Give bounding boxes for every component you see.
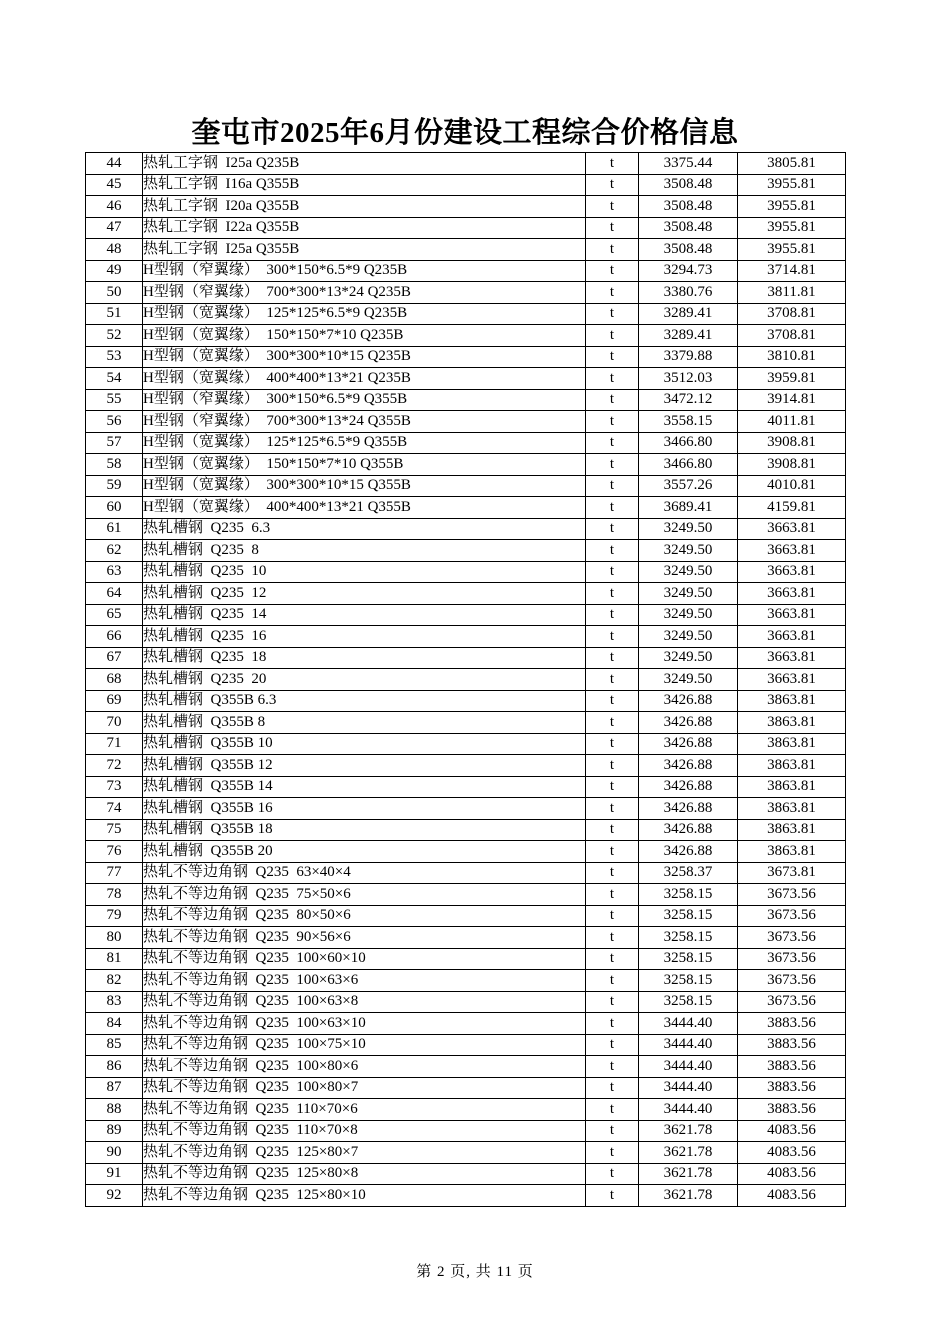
row-number-cell: 67 bbox=[86, 647, 143, 669]
unit-cell: t bbox=[586, 776, 639, 798]
unit-cell: t bbox=[586, 411, 639, 433]
price-2-cell: 4083.56 bbox=[738, 1142, 846, 1164]
price-1-cell: 3249.50 bbox=[639, 604, 738, 626]
table-row bbox=[86, 1185, 846, 1207]
price-1-cell: 3466.80 bbox=[639, 454, 738, 476]
row-number-cell: 90 bbox=[86, 1142, 143, 1164]
price-2-cell: 3955.81 bbox=[738, 239, 846, 261]
unit-cell: t bbox=[586, 497, 639, 519]
unit-cell: t bbox=[586, 862, 639, 884]
row-number-cell: 92 bbox=[86, 1185, 143, 1207]
unit-cell: t bbox=[586, 389, 639, 411]
unit-cell: t bbox=[586, 712, 639, 734]
unit-cell: t bbox=[586, 1142, 639, 1164]
price-2-cell: 3863.81 bbox=[738, 776, 846, 798]
unit-cell: t bbox=[586, 1099, 639, 1121]
unit-cell: t bbox=[586, 1034, 639, 1056]
table-row bbox=[86, 411, 846, 433]
material-name-cell: 热轧槽钢 Q355B 10 bbox=[143, 733, 586, 755]
table-row bbox=[86, 303, 846, 325]
price-2-cell: 3673.56 bbox=[738, 970, 846, 992]
price-2-cell: 3673.81 bbox=[738, 862, 846, 884]
table-row bbox=[86, 1077, 846, 1099]
table-row bbox=[86, 647, 846, 669]
material-name-cell: 热轧槽钢 Q355B 14 bbox=[143, 776, 586, 798]
material-name-cell: 热轧工字钢 I16a Q355B bbox=[143, 174, 586, 196]
material-name-cell: H型钢（窄翼缘） 300*150*6.5*9 Q355B bbox=[143, 389, 586, 411]
material-name-cell: 热轧工字钢 I25a Q355B bbox=[143, 239, 586, 261]
price-2-cell: 3708.81 bbox=[738, 303, 846, 325]
row-number-cell: 75 bbox=[86, 819, 143, 841]
price-1-cell: 3249.50 bbox=[639, 583, 738, 605]
unit-cell: t bbox=[586, 884, 639, 906]
table-row bbox=[86, 927, 846, 949]
table-row bbox=[86, 970, 846, 992]
material-name-cell: 热轧工字钢 I20a Q355B bbox=[143, 196, 586, 218]
unit-cell: t bbox=[586, 454, 639, 476]
material-name-cell: 热轧槽钢 Q235 18 bbox=[143, 647, 586, 669]
row-number-cell: 56 bbox=[86, 411, 143, 433]
page-title: 奎屯市2025年6月份建设工程综合价格信息 bbox=[191, 117, 739, 149]
row-number-cell: 71 bbox=[86, 733, 143, 755]
unit-cell: t bbox=[586, 196, 639, 218]
price-2-cell: 3663.81 bbox=[738, 561, 846, 583]
row-number-cell: 73 bbox=[86, 776, 143, 798]
row-number-cell: 64 bbox=[86, 583, 143, 605]
material-name-cell: 热轧工字钢 I22a Q355B bbox=[143, 217, 586, 239]
material-name-cell: 热轧槽钢 Q235 6.3 bbox=[143, 518, 586, 540]
price-2-cell: 4010.81 bbox=[738, 475, 846, 497]
unit-cell: t bbox=[586, 475, 639, 497]
price-2-cell: 4083.56 bbox=[738, 1120, 846, 1142]
row-number-cell: 86 bbox=[86, 1056, 143, 1078]
row-number-cell: 62 bbox=[86, 540, 143, 562]
price-2-cell: 3863.81 bbox=[738, 712, 846, 734]
table-row bbox=[86, 432, 846, 454]
material-name-cell: H型钢（窄翼缘） 300*150*6.5*9 Q235B bbox=[143, 260, 586, 282]
table-row bbox=[86, 1056, 846, 1078]
price-table-body bbox=[86, 153, 846, 1207]
price-2-cell: 3883.56 bbox=[738, 1056, 846, 1078]
price-2-cell: 3863.81 bbox=[738, 841, 846, 863]
material-name-cell: 热轧不等边角钢 Q235 125×80×10 bbox=[143, 1185, 586, 1207]
table-row bbox=[86, 669, 846, 691]
unit-cell: t bbox=[586, 647, 639, 669]
price-2-cell: 3811.81 bbox=[738, 282, 846, 304]
material-name-cell: 热轧槽钢 Q235 12 bbox=[143, 583, 586, 605]
table-row bbox=[86, 1099, 846, 1121]
price-1-cell: 3557.26 bbox=[639, 475, 738, 497]
price-1-cell: 3426.88 bbox=[639, 776, 738, 798]
material-name-cell: 热轧不等边角钢 Q235 100×63×10 bbox=[143, 1013, 586, 1035]
price-1-cell: 3258.15 bbox=[639, 884, 738, 906]
row-number-cell: 77 bbox=[86, 862, 143, 884]
price-2-cell: 3663.81 bbox=[738, 518, 846, 540]
price-1-cell: 3426.88 bbox=[639, 690, 738, 712]
unit-cell: t bbox=[586, 282, 639, 304]
price-1-cell: 3249.50 bbox=[639, 540, 738, 562]
row-number-cell: 60 bbox=[86, 497, 143, 519]
table-row bbox=[86, 518, 846, 540]
unit-cell: t bbox=[586, 1013, 639, 1035]
price-1-cell: 3380.76 bbox=[639, 282, 738, 304]
price-1-cell: 3512.03 bbox=[639, 368, 738, 390]
price-2-cell: 3663.81 bbox=[738, 583, 846, 605]
price-2-cell: 3663.81 bbox=[738, 647, 846, 669]
price-1-cell: 3508.48 bbox=[639, 196, 738, 218]
unit-cell: t bbox=[586, 217, 639, 239]
row-number-cell: 85 bbox=[86, 1034, 143, 1056]
price-1-cell: 3426.88 bbox=[639, 841, 738, 863]
material-name-cell: 热轧不等边角钢 Q235 110×70×6 bbox=[143, 1099, 586, 1121]
row-number-cell: 55 bbox=[86, 389, 143, 411]
table-row bbox=[86, 260, 846, 282]
material-name-cell: H型钢（宽翼缘） 300*300*10*15 Q355B bbox=[143, 475, 586, 497]
row-number-cell: 54 bbox=[86, 368, 143, 390]
table-row bbox=[86, 389, 846, 411]
price-2-cell: 3673.56 bbox=[738, 884, 846, 906]
row-number-cell: 81 bbox=[86, 948, 143, 970]
price-1-cell: 3289.41 bbox=[639, 325, 738, 347]
unit-cell: t bbox=[586, 690, 639, 712]
table-row bbox=[86, 196, 846, 218]
row-number-cell: 78 bbox=[86, 884, 143, 906]
material-name-cell: 热轧槽钢 Q235 14 bbox=[143, 604, 586, 626]
unit-cell: t bbox=[586, 1185, 639, 1207]
price-1-cell: 3426.88 bbox=[639, 755, 738, 777]
material-name-cell: 热轧槽钢 Q355B 12 bbox=[143, 755, 586, 777]
price-2-cell: 3708.81 bbox=[738, 325, 846, 347]
material-name-cell: 热轧不等边角钢 Q235 125×80×7 bbox=[143, 1142, 586, 1164]
price-1-cell: 3426.88 bbox=[639, 712, 738, 734]
unit-cell: t bbox=[586, 368, 639, 390]
material-name-cell: 热轧不等边角钢 Q235 63×40×4 bbox=[143, 862, 586, 884]
table-row bbox=[86, 733, 846, 755]
table-row bbox=[86, 1142, 846, 1164]
price-2-cell: 3955.81 bbox=[738, 196, 846, 218]
unit-cell: t bbox=[586, 432, 639, 454]
price-1-cell: 3621.78 bbox=[639, 1142, 738, 1164]
price-2-cell: 3863.81 bbox=[738, 755, 846, 777]
row-number-cell: 53 bbox=[86, 346, 143, 368]
row-number-cell: 66 bbox=[86, 626, 143, 648]
unit-cell: t bbox=[586, 798, 639, 820]
row-number-cell: 57 bbox=[86, 432, 143, 454]
price-2-cell: 3663.81 bbox=[738, 626, 846, 648]
row-number-cell: 83 bbox=[86, 991, 143, 1013]
table-row bbox=[86, 884, 846, 906]
material-name-cell: 热轧槽钢 Q235 8 bbox=[143, 540, 586, 562]
material-name-cell: 热轧不等边角钢 Q235 100×60×10 bbox=[143, 948, 586, 970]
price-2-cell: 3863.81 bbox=[738, 733, 846, 755]
row-number-cell: 44 bbox=[86, 153, 143, 175]
row-number-cell: 51 bbox=[86, 303, 143, 325]
row-number-cell: 68 bbox=[86, 669, 143, 691]
price-2-cell: 4083.56 bbox=[738, 1163, 846, 1185]
material-name-cell: 热轧不等边角钢 Q235 100×63×8 bbox=[143, 991, 586, 1013]
price-1-cell: 3444.40 bbox=[639, 1034, 738, 1056]
table-row bbox=[86, 1120, 846, 1142]
unit-cell: t bbox=[586, 905, 639, 927]
material-name-cell: 热轧槽钢 Q355B 6.3 bbox=[143, 690, 586, 712]
price-1-cell: 3621.78 bbox=[639, 1163, 738, 1185]
unit-cell: t bbox=[586, 927, 639, 949]
row-number-cell: 74 bbox=[86, 798, 143, 820]
price-2-cell: 3673.56 bbox=[738, 991, 846, 1013]
row-number-cell: 80 bbox=[86, 927, 143, 949]
price-1-cell: 3444.40 bbox=[639, 1056, 738, 1078]
price-2-cell: 3810.81 bbox=[738, 346, 846, 368]
material-name-cell: 热轧不等边角钢 Q235 100×80×7 bbox=[143, 1077, 586, 1099]
price-1-cell: 3444.40 bbox=[639, 1013, 738, 1035]
row-number-cell: 65 bbox=[86, 604, 143, 626]
material-name-cell: H型钢（窄翼缘） 700*300*13*24 Q235B bbox=[143, 282, 586, 304]
price-1-cell: 3621.78 bbox=[639, 1185, 738, 1207]
material-name-cell: 热轧不等边角钢 Q235 100×63×6 bbox=[143, 970, 586, 992]
material-name-cell: 热轧槽钢 Q355B 20 bbox=[143, 841, 586, 863]
unit-cell: t bbox=[586, 626, 639, 648]
price-2-cell: 3955.81 bbox=[738, 217, 846, 239]
price-1-cell: 3258.15 bbox=[639, 905, 738, 927]
unit-cell: t bbox=[586, 260, 639, 282]
unit-cell: t bbox=[586, 303, 639, 325]
price-2-cell: 3663.81 bbox=[738, 669, 846, 691]
price-2-cell: 3805.81 bbox=[738, 153, 846, 175]
row-number-cell: 63 bbox=[86, 561, 143, 583]
table-row bbox=[86, 1034, 846, 1056]
unit-cell: t bbox=[586, 991, 639, 1013]
table-row bbox=[86, 497, 846, 519]
table-row bbox=[86, 540, 846, 562]
price-1-cell: 3258.15 bbox=[639, 927, 738, 949]
row-number-cell: 84 bbox=[86, 1013, 143, 1035]
unit-cell: t bbox=[586, 604, 639, 626]
table-row bbox=[86, 690, 846, 712]
table-row bbox=[86, 1013, 846, 1035]
table-row bbox=[86, 991, 846, 1013]
unit-cell: t bbox=[586, 583, 639, 605]
material-name-cell: 热轧不等边角钢 Q235 100×80×6 bbox=[143, 1056, 586, 1078]
unit-cell: t bbox=[586, 153, 639, 175]
unit-cell: t bbox=[586, 970, 639, 992]
unit-cell: t bbox=[586, 1056, 639, 1078]
price-table bbox=[85, 152, 846, 1207]
price-1-cell: 3426.88 bbox=[639, 798, 738, 820]
material-name-cell: 热轧不等边角钢 Q235 75×50×6 bbox=[143, 884, 586, 906]
unit-cell: t bbox=[586, 561, 639, 583]
price-1-cell: 3258.15 bbox=[639, 991, 738, 1013]
price-2-cell: 3863.81 bbox=[738, 798, 846, 820]
price-1-cell: 3294.73 bbox=[639, 260, 738, 282]
table-row bbox=[86, 948, 846, 970]
price-2-cell: 3883.56 bbox=[738, 1099, 846, 1121]
table-row bbox=[86, 862, 846, 884]
table-row bbox=[86, 368, 846, 390]
unit-cell: t bbox=[586, 733, 639, 755]
unit-cell: t bbox=[586, 948, 639, 970]
table-row bbox=[86, 217, 846, 239]
price-1-cell: 3466.80 bbox=[639, 432, 738, 454]
table-row bbox=[86, 819, 846, 841]
table-row bbox=[86, 561, 846, 583]
price-1-cell: 3508.48 bbox=[639, 217, 738, 239]
row-number-cell: 76 bbox=[86, 841, 143, 863]
material-name-cell: H型钢（宽翼缘） 125*125*6.5*9 Q235B bbox=[143, 303, 586, 325]
material-name-cell: 热轧不等边角钢 Q235 90×56×6 bbox=[143, 927, 586, 949]
row-number-cell: 59 bbox=[86, 475, 143, 497]
price-1-cell: 3249.50 bbox=[639, 518, 738, 540]
price-1-cell: 3426.88 bbox=[639, 819, 738, 841]
price-2-cell: 3959.81 bbox=[738, 368, 846, 390]
unit-cell: t bbox=[586, 1120, 639, 1142]
unit-cell: t bbox=[586, 755, 639, 777]
price-2-cell: 4159.81 bbox=[738, 497, 846, 519]
table-row bbox=[86, 346, 846, 368]
unit-cell: t bbox=[586, 669, 639, 691]
price-2-cell: 3673.56 bbox=[738, 927, 846, 949]
price-1-cell: 3621.78 bbox=[639, 1120, 738, 1142]
row-number-cell: 47 bbox=[86, 217, 143, 239]
row-number-cell: 69 bbox=[86, 690, 143, 712]
row-number-cell: 82 bbox=[86, 970, 143, 992]
row-number-cell: 72 bbox=[86, 755, 143, 777]
row-number-cell: 70 bbox=[86, 712, 143, 734]
price-2-cell: 3673.56 bbox=[738, 948, 846, 970]
price-2-cell: 3883.56 bbox=[738, 1077, 846, 1099]
material-name-cell: H型钢（宽翼缘） 400*400*13*21 Q235B bbox=[143, 368, 586, 390]
price-2-cell: 3908.81 bbox=[738, 432, 846, 454]
price-1-cell: 3558.15 bbox=[639, 411, 738, 433]
price-2-cell: 3663.81 bbox=[738, 604, 846, 626]
material-name-cell: H型钢（宽翼缘） 150*150*7*10 Q355B bbox=[143, 454, 586, 476]
table-row bbox=[86, 282, 846, 304]
price-1-cell: 3689.41 bbox=[639, 497, 738, 519]
material-name-cell: 热轧不等边角钢 Q235 80×50×6 bbox=[143, 905, 586, 927]
price-1-cell: 3289.41 bbox=[639, 303, 738, 325]
table-row bbox=[86, 239, 846, 261]
table-row bbox=[86, 712, 846, 734]
price-1-cell: 3249.50 bbox=[639, 561, 738, 583]
row-number-cell: 79 bbox=[86, 905, 143, 927]
price-1-cell: 3444.40 bbox=[639, 1099, 738, 1121]
table-row bbox=[86, 755, 846, 777]
unit-cell: t bbox=[586, 1163, 639, 1185]
page-number: 第 2 页, 共 11 页 bbox=[416, 1264, 534, 1280]
material-name-cell: 热轧不等边角钢 Q235 110×70×8 bbox=[143, 1120, 586, 1142]
unit-cell: t bbox=[586, 540, 639, 562]
price-1-cell: 3249.50 bbox=[639, 647, 738, 669]
price-2-cell: 3863.81 bbox=[738, 690, 846, 712]
price-1-cell: 3508.48 bbox=[639, 174, 738, 196]
price-2-cell: 3955.81 bbox=[738, 174, 846, 196]
material-name-cell: 热轧槽钢 Q235 10 bbox=[143, 561, 586, 583]
unit-cell: t bbox=[586, 841, 639, 863]
row-number-cell: 48 bbox=[86, 239, 143, 261]
table-row bbox=[86, 325, 846, 347]
price-2-cell: 3673.56 bbox=[738, 905, 846, 927]
price-1-cell: 3472.12 bbox=[639, 389, 738, 411]
unit-cell: t bbox=[586, 239, 639, 261]
price-1-cell: 3426.88 bbox=[639, 733, 738, 755]
price-1-cell: 3444.40 bbox=[639, 1077, 738, 1099]
material-name-cell: 热轧槽钢 Q235 16 bbox=[143, 626, 586, 648]
price-2-cell: 3908.81 bbox=[738, 454, 846, 476]
material-name-cell: H型钢（宽翼缘） 125*125*6.5*9 Q355B bbox=[143, 432, 586, 454]
price-2-cell: 3883.56 bbox=[738, 1034, 846, 1056]
row-number-cell: 91 bbox=[86, 1163, 143, 1185]
price-2-cell: 3663.81 bbox=[738, 540, 846, 562]
row-number-cell: 89 bbox=[86, 1120, 143, 1142]
row-number-cell: 46 bbox=[86, 196, 143, 218]
price-2-cell: 3883.56 bbox=[738, 1013, 846, 1035]
unit-cell: t bbox=[586, 325, 639, 347]
row-number-cell: 88 bbox=[86, 1099, 143, 1121]
row-number-cell: 52 bbox=[86, 325, 143, 347]
table-row bbox=[86, 604, 846, 626]
material-name-cell: 热轧不等边角钢 Q235 125×80×8 bbox=[143, 1163, 586, 1185]
table-row bbox=[86, 583, 846, 605]
price-2-cell: 3914.81 bbox=[738, 389, 846, 411]
price-1-cell: 3258.15 bbox=[639, 948, 738, 970]
price-1-cell: 3258.15 bbox=[639, 970, 738, 992]
row-number-cell: 58 bbox=[86, 454, 143, 476]
price-1-cell: 3249.50 bbox=[639, 669, 738, 691]
price-1-cell: 3258.37 bbox=[639, 862, 738, 884]
unit-cell: t bbox=[586, 346, 639, 368]
material-name-cell: H型钢（宽翼缘） 400*400*13*21 Q355B bbox=[143, 497, 586, 519]
price-1-cell: 3508.48 bbox=[639, 239, 738, 261]
material-name-cell: 热轧槽钢 Q235 20 bbox=[143, 669, 586, 691]
price-1-cell: 3379.88 bbox=[639, 346, 738, 368]
row-number-cell: 50 bbox=[86, 282, 143, 304]
material-name-cell: 热轧槽钢 Q355B 8 bbox=[143, 712, 586, 734]
table-row bbox=[86, 454, 846, 476]
row-number-cell: 61 bbox=[86, 518, 143, 540]
table-row bbox=[86, 798, 846, 820]
table-row bbox=[86, 153, 846, 175]
material-name-cell: 热轧不等边角钢 Q235 100×75×10 bbox=[143, 1034, 586, 1056]
unit-cell: t bbox=[586, 819, 639, 841]
material-name-cell: 热轧槽钢 Q355B 16 bbox=[143, 798, 586, 820]
row-number-cell: 45 bbox=[86, 174, 143, 196]
material-name-cell: H型钢（宽翼缘） 300*300*10*15 Q235B bbox=[143, 346, 586, 368]
table-row bbox=[86, 626, 846, 648]
price-2-cell: 4011.81 bbox=[738, 411, 846, 433]
price-2-cell: 4083.56 bbox=[738, 1185, 846, 1207]
material-name-cell: H型钢（窄翼缘） 700*300*13*24 Q355B bbox=[143, 411, 586, 433]
table-row bbox=[86, 905, 846, 927]
table-row bbox=[86, 776, 846, 798]
unit-cell: t bbox=[586, 1077, 639, 1099]
material-name-cell: 热轧工字钢 I25a Q235B bbox=[143, 153, 586, 175]
table-row bbox=[86, 1163, 846, 1185]
unit-cell: t bbox=[586, 518, 639, 540]
price-2-cell: 3863.81 bbox=[738, 819, 846, 841]
price-1-cell: 3249.50 bbox=[639, 626, 738, 648]
price-1-cell: 3375.44 bbox=[639, 153, 738, 175]
table-row bbox=[86, 475, 846, 497]
table-row bbox=[86, 174, 846, 196]
unit-cell: t bbox=[586, 174, 639, 196]
price-2-cell: 3714.81 bbox=[738, 260, 846, 282]
row-number-cell: 87 bbox=[86, 1077, 143, 1099]
material-name-cell: H型钢（宽翼缘） 150*150*7*10 Q235B bbox=[143, 325, 586, 347]
material-name-cell: 热轧槽钢 Q355B 18 bbox=[143, 819, 586, 841]
row-number-cell: 49 bbox=[86, 260, 143, 282]
table-row bbox=[86, 841, 846, 863]
